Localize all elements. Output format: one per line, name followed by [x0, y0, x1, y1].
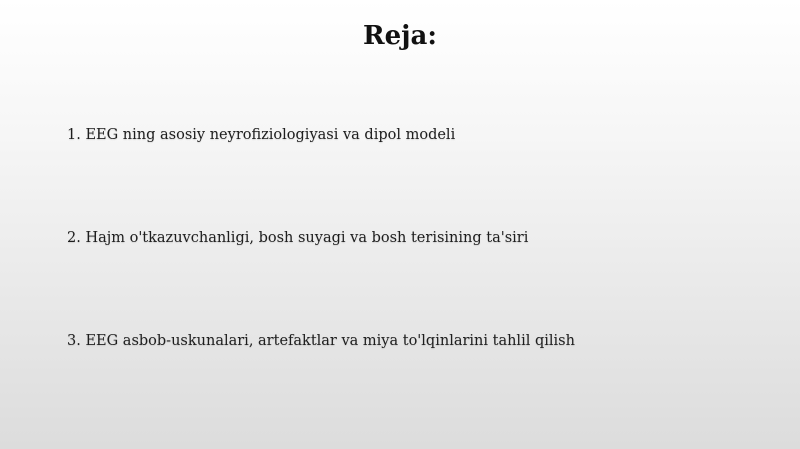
plan-item-3: 3. EEG asbob-uskunalari, artefaktlar va miya to'lqinlarini tahlil qilish	[67, 333, 575, 349]
slide-title: Reja:	[362, 21, 437, 51]
plan-item-1: 1. EEG ning asosiy neyrofiziologiyasi va dipol modeli	[67, 127, 456, 143]
plan-item-2: 2. Hajm o'tkazuvchanligi, bosh suyagi va bosh terisining ta'siri	[67, 230, 529, 246]
